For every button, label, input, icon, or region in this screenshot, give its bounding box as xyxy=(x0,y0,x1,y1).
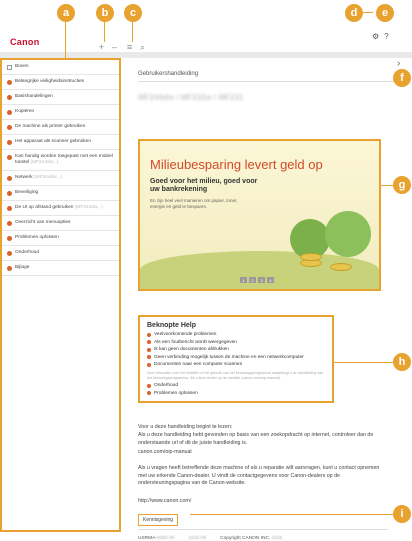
document-date: 2016-08 xyxy=(188,536,207,541)
pager-dot[interactable]: 2 xyxy=(249,277,256,283)
quick-help-link[interactable]: Veelvoorkomende problemen xyxy=(147,332,325,337)
callout-b: b xyxy=(96,4,114,22)
pager-dot[interactable]: 3 xyxy=(258,277,265,283)
bullet-icon xyxy=(147,384,151,388)
page-title: Gebruikershandleiding xyxy=(138,58,394,82)
sidebar-item-label: Onderhoud xyxy=(15,249,40,255)
navigation-sidebar xyxy=(0,58,121,532)
intro-paragraph: Als u deze handleiding hebt gevonden op basis van een zoekopdracht op internet, controleer dan de onderstaande url of dit de juiste handleiding is. xyxy=(138,432,374,446)
sidebar-item-maintenance[interactable] xyxy=(2,246,119,261)
banner-pager xyxy=(240,277,274,283)
manual-url-link[interactable]: canon.com/oip-manual xyxy=(138,449,192,455)
sidebar-item-label: De UI op afstand gebruiken (MF244dw...) xyxy=(15,204,103,210)
expand-all-button[interactable]: + xyxy=(98,42,105,52)
bullet-icon xyxy=(7,95,12,100)
sidebar-item-label: Kopiëren xyxy=(15,109,35,114)
bullet-icon xyxy=(147,363,151,367)
quick-help-list xyxy=(147,332,325,367)
sidebar-item-label: Basishandelingen xyxy=(15,94,53,99)
callout-i-leader xyxy=(190,514,393,515)
model-names: MF244dw / MF232w / MF231 xyxy=(138,93,244,102)
callout-h: h xyxy=(393,353,411,371)
callout-e: e xyxy=(376,4,394,22)
sidebar-item-label: Problemen oplossen xyxy=(15,234,59,240)
sidebar-item-menu-options[interactable] xyxy=(2,216,119,231)
tree-illustration xyxy=(325,211,371,257)
main-content xyxy=(138,58,394,541)
bullet-icon xyxy=(147,340,151,344)
sidebar-item-troubleshooting[interactable] xyxy=(2,231,119,246)
sidebar-item-network[interactable] xyxy=(2,171,119,186)
callout-h-leader xyxy=(334,362,393,363)
gear-icon[interactable]: ⚙ xyxy=(372,32,380,41)
footer-divider xyxy=(138,529,388,530)
intro-heading: Voor u deze handleiding begint te lezen: xyxy=(138,424,233,430)
callout-g-leader xyxy=(381,185,393,186)
bullet-icon xyxy=(7,221,12,226)
quick-help-link[interactable]: Ik kan geen documenten afdrukken xyxy=(147,347,325,352)
help-icon[interactable]: ? xyxy=(384,32,389,41)
callout-c: c xyxy=(124,4,142,22)
sidebar-item-security[interactable] xyxy=(2,186,119,201)
sidebar-item-top[interactable] xyxy=(2,60,119,75)
sidebar-item-appendix[interactable] xyxy=(2,261,119,276)
quick-help-link[interactable]: Als een foutbericht wordt weergegeven xyxy=(147,340,325,345)
bullet-icon xyxy=(147,355,151,359)
promo-banner[interactable] xyxy=(138,139,381,291)
quick-help-link[interactable]: Onderhoud xyxy=(147,383,325,388)
bullet-icon xyxy=(7,251,12,256)
bullet-icon xyxy=(7,176,12,181)
banner-body: En zijn heel veel manieren om papier, toner, energie en geld te besparen. xyxy=(150,198,238,209)
sidebar-item-printer[interactable] xyxy=(2,120,119,135)
contents-icon[interactable]: ≡ xyxy=(126,42,133,52)
sidebar-item-scanner[interactable] xyxy=(2,135,119,150)
callout-b-leader xyxy=(104,22,105,42)
sidebar-item-mobile[interactable] xyxy=(2,150,119,171)
sidebar-item-copy[interactable] xyxy=(2,105,119,120)
sidebar-item-basic[interactable] xyxy=(2,90,119,105)
quick-help-link[interactable]: Documenten naar een computer scannen xyxy=(147,362,325,367)
pager-dot[interactable]: 4 xyxy=(267,277,274,283)
callout-c-leader xyxy=(132,22,133,42)
sidebar-item-label: De machine als printer gebruiken xyxy=(15,124,86,129)
coin-icon xyxy=(300,253,322,261)
quick-help-note: Voor informatie over het instellen of het gebruik van het besturingsprogramma raadpleegt u de handleiding van het besturingsprogramma, die u kunt vinden op de website (canon.com/oip-manual). xyxy=(147,371,324,380)
canon-website-link[interactable]: http://www.canon.com/ xyxy=(138,498,192,504)
sidebar-item-label: Boven xyxy=(15,64,29,69)
notice-button[interactable]: Kennisgeving xyxy=(138,514,178,526)
bullet-icon xyxy=(147,348,151,352)
bullet-icon xyxy=(7,140,12,145)
footer xyxy=(138,536,282,541)
bullet-icon xyxy=(7,125,12,130)
quick-help-extra-list xyxy=(147,383,325,396)
callout-i: i xyxy=(393,505,411,523)
bullet-icon xyxy=(7,266,12,271)
sidebar-item-label: Het apparaat als scanner gebruiken xyxy=(15,139,91,144)
bullet-icon xyxy=(147,391,151,395)
sidebar-item-label: Kan handig worden toegepast met een mobiel toestel (MF244dw...) xyxy=(15,154,113,165)
banner-headline: Milieubesparing levert geld op xyxy=(150,157,323,172)
bullet-icon xyxy=(7,191,12,196)
sidebar-item-label: Bijlage xyxy=(15,264,30,270)
callout-a-leader xyxy=(65,22,66,58)
pager-dot[interactable]: 1 xyxy=(240,277,247,283)
bullet-icon xyxy=(7,155,12,160)
sidebar-item-remote-ui[interactable] xyxy=(2,201,119,216)
quick-help-link[interactable]: Geen verbinding mogelijk tussen de machine en een netwerkcomputer xyxy=(147,355,325,360)
callout-f: f xyxy=(393,69,411,87)
document-code: USRMA-0000-00 xyxy=(138,536,175,541)
sidebar-item-safety[interactable] xyxy=(2,75,119,90)
sidebar-item-label: Belangrijke veiligheidsinstructies xyxy=(15,79,85,84)
bullet-icon xyxy=(7,206,12,211)
sidebar-item-label: Netwerk (MF244dw...) xyxy=(15,174,62,180)
bullet-icon xyxy=(7,110,12,115)
page-icon xyxy=(7,65,12,70)
bullet-icon xyxy=(7,236,12,241)
callout-a: a xyxy=(57,4,75,22)
bullet-icon xyxy=(7,80,12,85)
bullet-icon xyxy=(147,333,151,337)
search-icon[interactable]: ⌕ xyxy=(139,42,146,52)
quick-help-title: Beknopte Help xyxy=(147,322,197,329)
header-right-tools xyxy=(372,32,389,41)
coin-icon xyxy=(330,263,352,271)
sidebar-item-label: Beveiliging xyxy=(15,189,39,195)
collapse-all-button[interactable]: – xyxy=(111,42,117,52)
canon-logo: Canon xyxy=(10,37,40,47)
callout-g: g xyxy=(393,176,411,194)
quick-help-box xyxy=(138,315,334,403)
callout-d-leader xyxy=(363,12,373,13)
quick-help-link[interactable]: Problemen oplossen xyxy=(147,391,325,396)
callout-d: d xyxy=(345,4,363,22)
banner-subhead: Goed voor het milieu, goed voor uw bankrekening xyxy=(150,178,258,194)
copyright-text: Copyright CANON INC. 2016 xyxy=(220,536,283,541)
sidebar-item-label: Overzicht van menuopties xyxy=(15,219,71,225)
next-page-button[interactable]: › xyxy=(397,58,401,69)
contact-paragraph: Als u vragen heeft betreffende deze machine of als u reparatie wilt aanvragen, kunt u contact opnemen met uw erkende Canon-dealer. U vindt de contactgegevens voor Canon-dealers op de ondersteuningspagina van de Canon-website. xyxy=(138,465,380,487)
